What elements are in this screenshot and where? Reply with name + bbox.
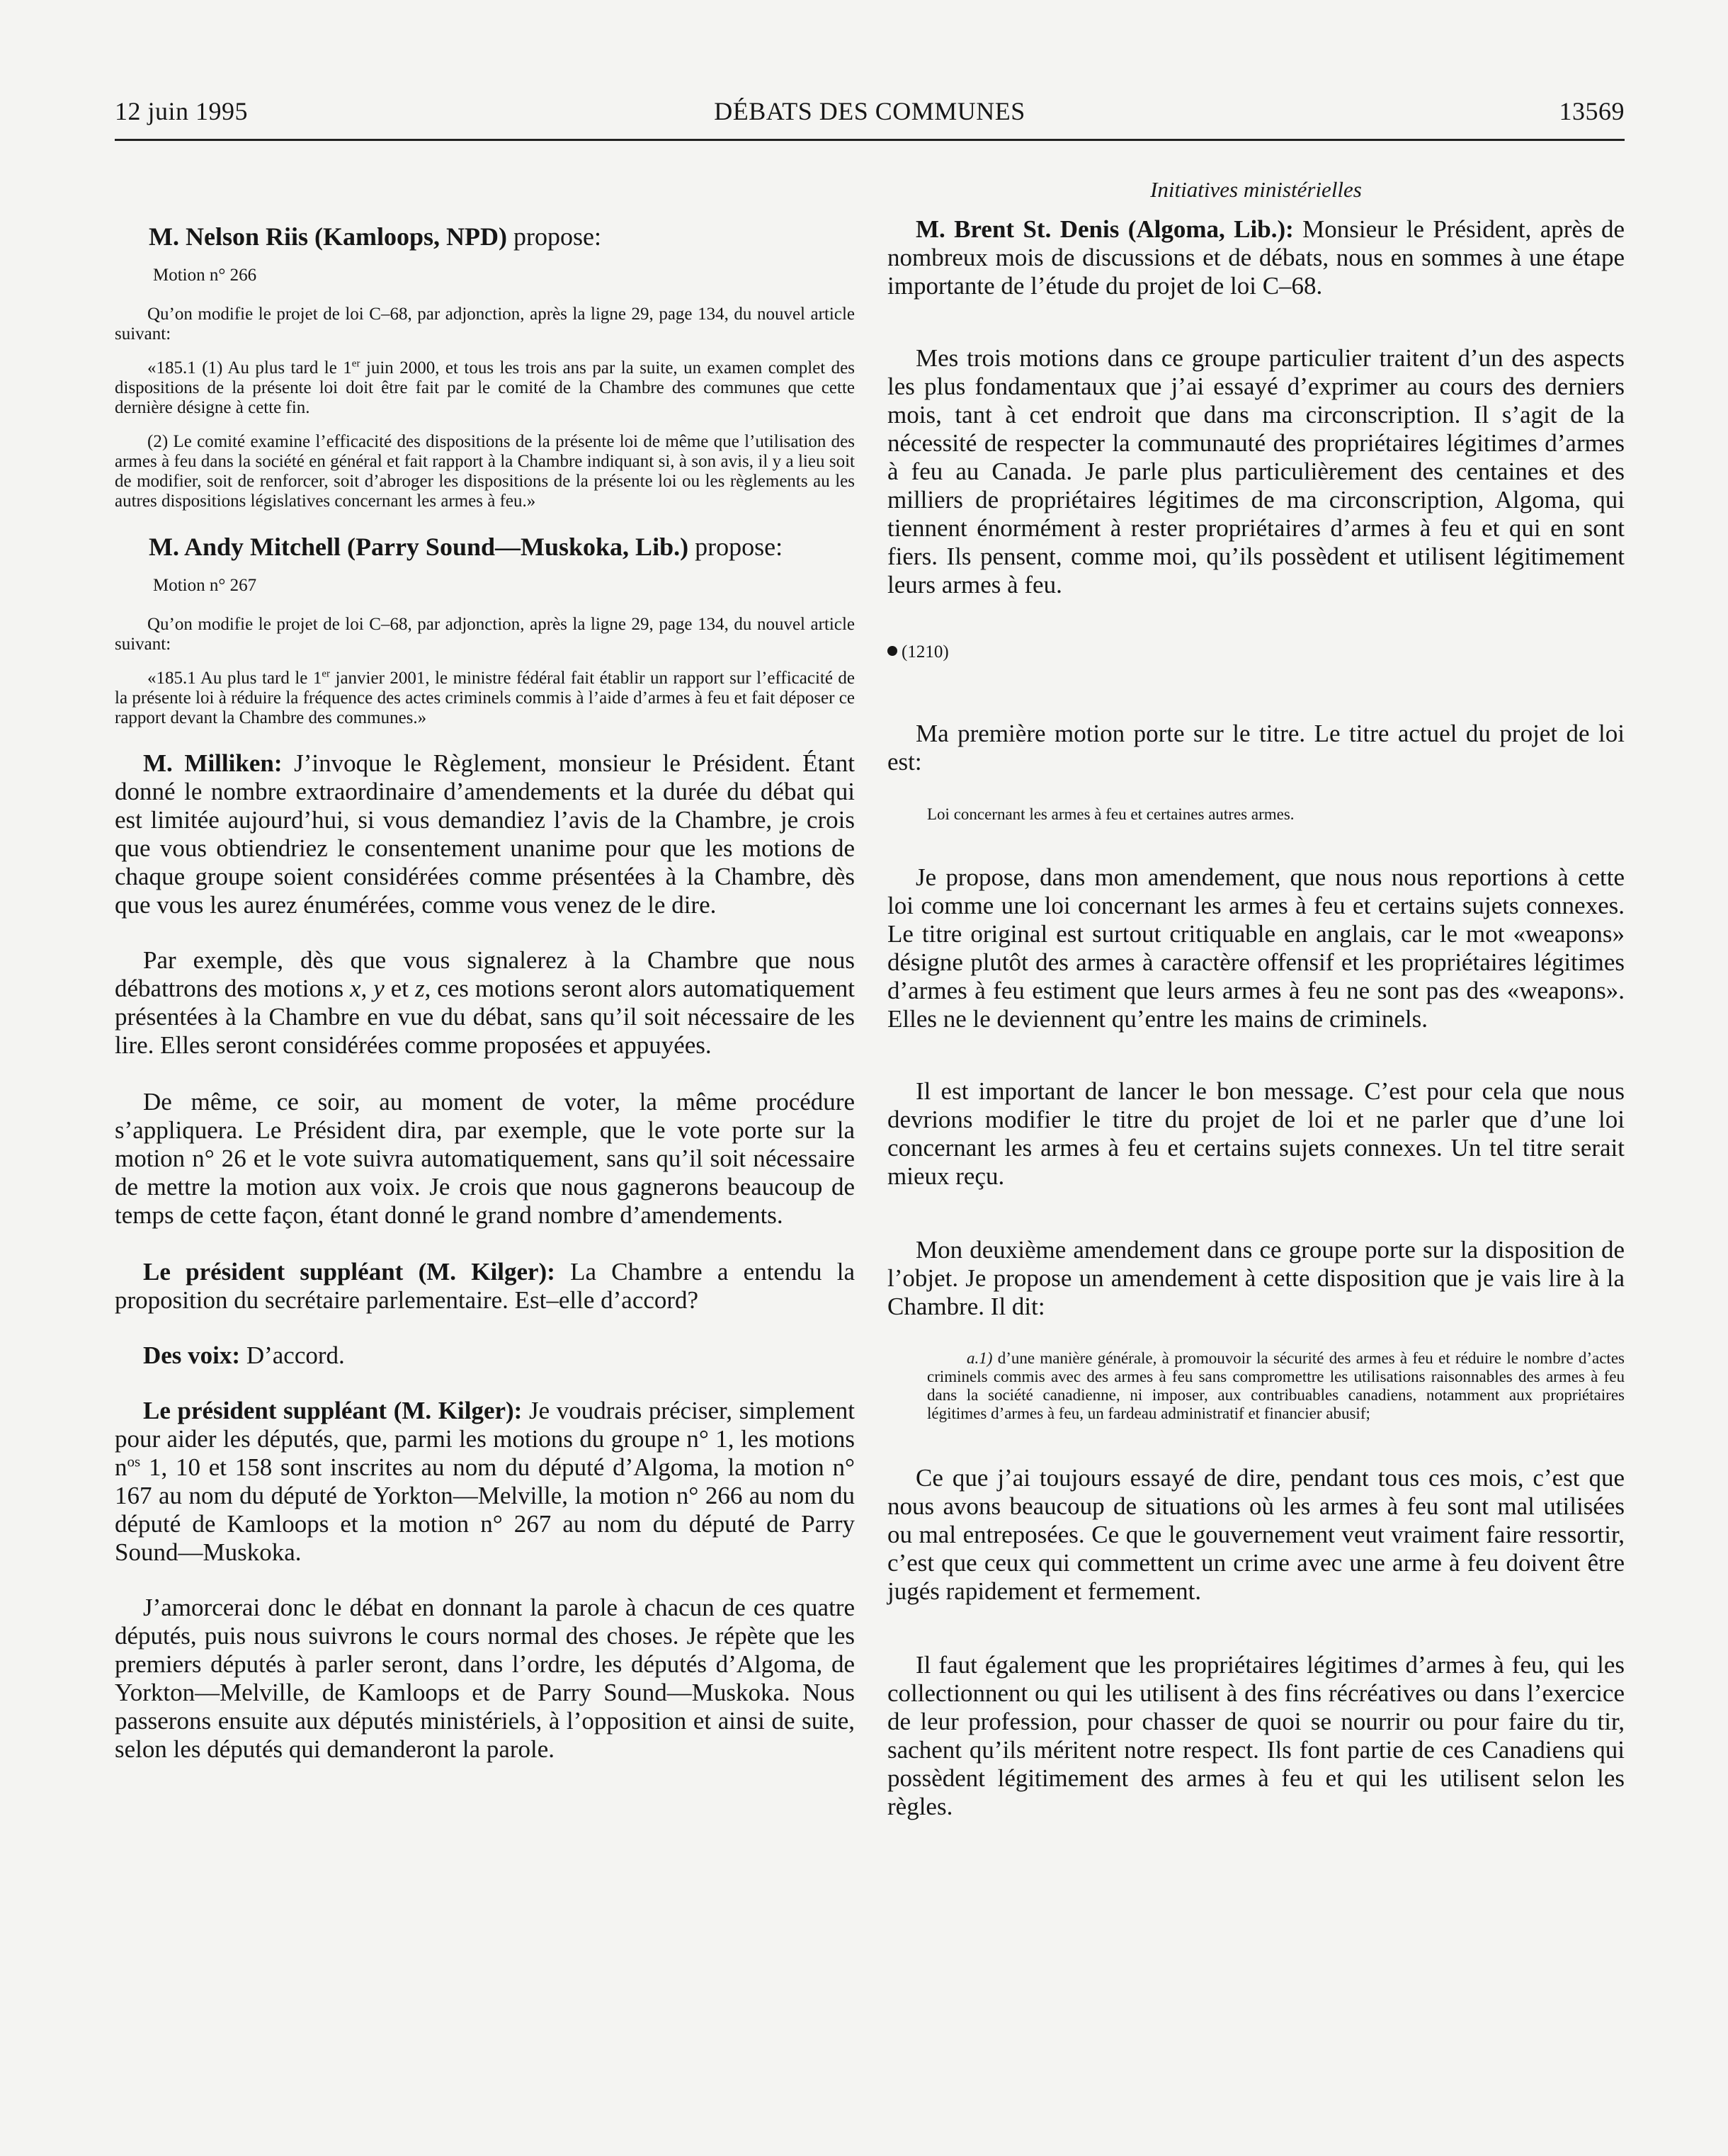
speaker-name: Le président suppléant (M. Kilger):: [143, 1397, 523, 1424]
motion-267-text: Qu’on modifie le projet de loi C–68, par adjonction, après la ligne 29, page 134, du nouvel article suivant:: [115, 615, 855, 654]
right-paragraph-1: Mes trois motions dans ce groupe particulier traitent d’un des aspects les plus fondamentaux que j’ai essayé d’exprimer au cours des derniers mois, tant à cet endroit que dans ma circonscription. Il s’agit de la nécessité de respecter la communauté des propriétaires légitimes d’armes à feu au Canada. Je parle plus particulièrement des centaines et des milliers de propriétaires légitimes de ma circonscription, Algoma, qui tiennent énormément à rester propriétaires d’armes à feu et qui en sont fiers. Ils pensent, comme moi, qu’ils possèdent et utilisent légitimement leurs armes à feu.: [887, 344, 1625, 598]
speaker-name: M. Brent St. Denis (Algoma, Lib.):: [916, 215, 1294, 243]
bullet-icon: [887, 646, 897, 656]
right-paragraph-5: Mon deuxième amendement dans ce groupe porte sur la disposition de l’objet. Je propose un amendement à cette disposition que je vais lire à la Chambre. Il dit:: [887, 1236, 1625, 1320]
ordinal-superscript: er: [322, 668, 331, 680]
riis-proposer: [149, 221, 855, 252]
kilger-speech-2: [115, 1397, 855, 1567]
milliken-speech: [115, 749, 855, 919]
right-column: [887, 170, 1625, 1849]
left-column: [115, 170, 855, 1792]
speech-text: Monsieur le Président, après de nombreux mois de discussions et de débats, nous en sommes à une étape importante de l’étude du projet de loi C–68.: [887, 215, 1625, 300]
motion-266-quote-2: (2) Le comité examine l’efficacité des dispositions de la présente loi de même que l’utilisation des armes à feu dans la société en général et fait rapport à la Chambre indiquant si, à son avis, il y a lieu soit de modifier, soit de renforcer, soit d’abroger les dispositions de la présente loi ou les règlements au les autres dispositions législatives concernant les armes à feu.»: [115, 432, 855, 511]
motion-266-text: Qu’on modifie le projet de loi C–68, par adjonction, après la ligne 29, page 134, du nouvel article suivant:: [115, 305, 855, 344]
stdenis-speech: [887, 215, 1625, 300]
mitchell-proposer: [149, 531, 855, 562]
motion-variables: z: [414, 975, 425, 1002]
quote-text: juin 2000, et tous les trois ans par la suite, un examen complet des dispositions de la présente loi doit être fait par le comité de la Chambre des communes que cette dernière désigne à cette fin.: [115, 358, 855, 417]
right-paragraph-6: Ce que j’ai toujours essayé de dire, pendant tous ces mois, c’est que nous avons beaucoup de situations où les armes à feu sont mal utilisées ou mal entreposées. Ce que le gouvernement veut vraiment faire ressortir, c’est que ceux qui commettent un crime avec une arme à feu doivent être jugés rapidement et fermement.: [887, 1464, 1625, 1605]
plural-superscript: os: [127, 1453, 141, 1470]
motion-267-quote: [115, 669, 855, 728]
ordinal-superscript: er: [351, 358, 360, 370]
amendment-body: d’une manière générale, à promouvoir la sécurité des armes à feu et réduire le nombre d’actes criminels commis avec des armes à feu sans compromettre les utilisations raisonnables des armes à feu dans la société canadienne, ni imposer, aux contribuables canadiens, notamment aux propriétaires légitimes d’armes à feu, un fardeau administratif et financier abusif;: [927, 1349, 1625, 1422]
paragraph-text: Par exemple, dès que vous signalerez à la Chambre que nous débattrons des motions: [115, 946, 855, 1002]
header-rule: [115, 139, 1625, 141]
time-marker: [887, 642, 1625, 663]
speaker-name: Des voix:: [143, 1341, 241, 1369]
right-paragraph-2: Ma première motion porte sur le titre. Le titre actuel du projet de loi est:: [887, 720, 1625, 776]
speaker-name: M. Nelson Riis (Kamloops, NPD): [149, 222, 507, 251]
motion-variables: x: [350, 975, 361, 1002]
publication-title: DÉBATS DES COMMUNES: [714, 97, 1025, 125]
left-paragraph-2: Par exemple, dès que vous signalerez à la Chambre que nous débattrons des motions x, y et z, ces motions seront alors automatiquement présentées à la Chambre en vue du débat, sans qu’il soit nécessaire de les lire. Elles seront considérées comme proposées et appuyées.: [115, 946, 855, 1059]
time-marker-text: (1210): [902, 642, 949, 662]
amendment-text: [887, 1349, 1625, 1423]
left-paragraph-3: De même, ce soir, au moment de voter, la même procédure s’appliquera. Le Président dira, par exemple, que le vote porte sur la motion n° 26 et le vote suivra automatiquement, sans qu’il soit nécessaire de mettre la motion aux voix. Je crois que nous gagnerons beaucoup de temps de cette façon, étant donné le grand nombre d’amendements.: [115, 1088, 855, 1229]
page-header: [115, 96, 1625, 136]
speaker-name: M. Andy Mitchell (Parry Sound—Muskoka, Lib.): [149, 533, 689, 561]
quote-text: «185.1 Au plus tard le 1: [147, 669, 322, 688]
speech-text: 1, 10 et 158 sont inscrites au nom du député d’Algoma, la motion n° 167 au nom du député de Yorkton—Melville, la motion n° 266 au nom du député de Kamloops et la motion n° 267 au nom du député de Parry Sound—Muskoka.: [115, 1453, 855, 1566]
right-paragraph-3: Je propose, dans mon amendement, que nous nous reportions à cette loi comme une loi concernant les armes à feu et certains sujets connexes. Le titre original est surtout critiquable en anglais, car le mot «weapons» désigne plutôt des armes à caractère offensif et les propriétaires légitimes d’armes à feu estiment que leurs armes à feu ne sont pas des «weapons». Elles ne le deviennent qu’entre les mains de criminels.: [887, 863, 1625, 1033]
quote-text: «185.1 (1) Au plus tard le 1: [147, 358, 352, 378]
kilger-speech-1: [115, 1258, 855, 1315]
right-paragraph-4: Il est important de lancer le bon message. C’est pour cela que nous devrions modifier le titre du projet de loi et ne parler que d’une loi concernant les armes à feu et certains sujets connexes. Un tel titre serait mieux reçu.: [887, 1077, 1625, 1190]
right-paragraph-7: Il faut également que les propriétaires légitimes d’armes à feu, qui les collectionnent ou qui les utilisent à des fins récréatives ou dans l’exercice de leur profession, pour chasser de quoi se nourrir ou pour faire du tir, sachent qu’ils méritent notre respect. Ils font partie de ces Canadiens qui possèdent légitimement des armes à feu et qui les utilisent selon les règles.: [887, 1651, 1625, 1820]
bill-title-citation: Loi concernant les armes à feu et certaines autres armes.: [927, 805, 1295, 823]
speech-text: Je voudrais préciser, simplement pour aider les députés, que, parmi les motions du groupe n° 1, les motions n: [115, 1397, 855, 1481]
page-number: 13569: [1559, 97, 1625, 125]
proposer-verb: propose:: [688, 533, 783, 561]
speaker-name: Le président suppléant (M. Kilger):: [143, 1258, 555, 1286]
speech-text: J’invoque le Règlement, monsieur le Président. Étant donné le nombre extraordinaire d’amendements et la durée du débat qui est limitée aujourd’hui, si vous demandiez l’avis de la Chambre, je crois que vous obtiendriez le consentement unanime pour que les motions de chaque groupe soient considérées comme présentées à la Chambre, dès que vous les aurez énumérées, comme vous venez de le dire.: [115, 749, 855, 919]
paragraph-text: , ces motions seront alors automatiquement présentées à la Chambre en vue du débat, sans qu’il soit nécessaire de les lire. Elles seront considérées comme proposées et appuyées.: [115, 975, 855, 1059]
speaker-name: M. Milliken:: [143, 749, 283, 777]
motion-266-quote-1: [115, 358, 855, 418]
motion-267-label: Motion n° 267: [153, 576, 257, 595]
proposer-verb: propose:: [507, 222, 601, 251]
left-paragraph-last: J’amorcerai donc le débat en donnant la parole à chacun de ces quatre députés, puis nous suivrons le cours normal des choses. Je répète que les premiers députés à parler seront, dans l’ordre, les députés d’Algoma, de Yorkton—Melville, de Kamloops et de Parry Sound—Muskoka. Nous passerons ensuite aux députés ministériels, à l’opposition et ainsi de suite, selon les députés qui demanderont la parole.: [115, 1594, 855, 1763]
page-date: 12 juin 1995: [115, 97, 249, 125]
voices-speech: [115, 1341, 855, 1370]
motion-266-label: Motion n° 266: [153, 266, 257, 285]
quote-text: janvier 2001, le ministre fédéral fait établir un rapport sur l’efficacité de la présente loi à réduire la fréquence des actes criminels commis à l’aide d’armes à feu et fait déposer ce rapport devant la Chambre des communes.»: [115, 669, 855, 727]
section-heading: Initiatives ministérielles: [1150, 177, 1362, 202]
amendment-label: a.1): [967, 1349, 993, 1367]
speech-text: D’accord.: [240, 1341, 345, 1369]
speech-text: La Chambre a entendu la proposition du secrétaire parlementaire. Est–elle d’accord?: [115, 1258, 855, 1314]
motion-variables: y: [373, 975, 385, 1002]
